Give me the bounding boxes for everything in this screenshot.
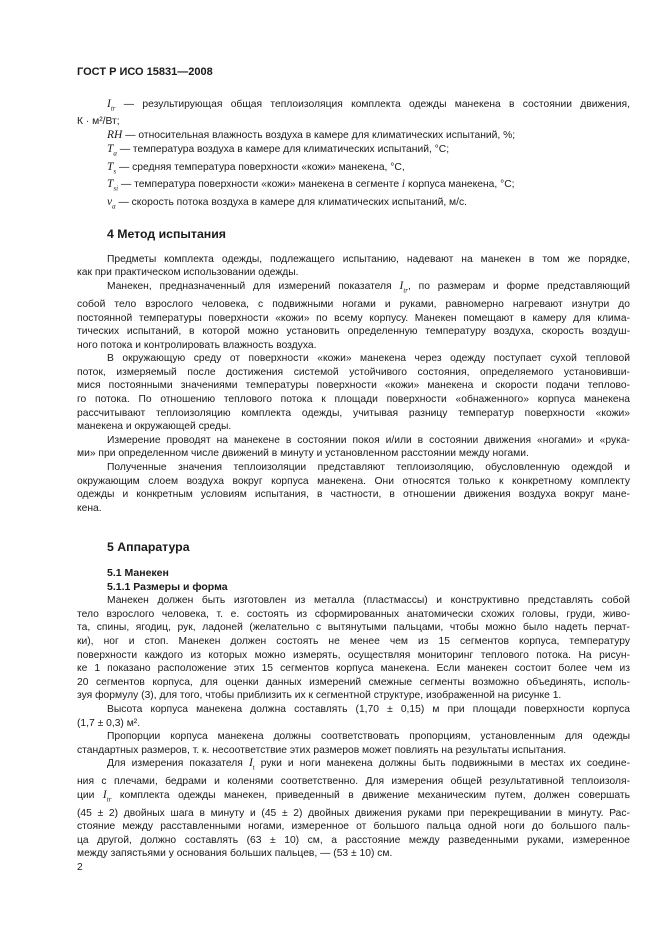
paragraph [77,730,630,757]
text-line: мися постоянными значениями температуры поверхности «кожи» манекена и скорости подачи теплово- [77,380,630,392]
text-line: $T_{si}$ — температура поверхности «кожи» манекена в сегменте i корпуса манекена, °С; [107,178,515,193]
paragraph [77,161,630,179]
document-page [77,66,630,861]
text-line: 20 сегментов корпуса, для оценки данных измерений смежные сегменты возможно объединять, исполь- [77,676,630,688]
page-number: 2 [77,862,83,873]
text-line: Пропорции корпуса манекена должны соответствовать пропорциям, установленным для одежды [107,731,630,743]
text-line: одежды и конкретным условиям испытания, в частности, в отношении движения воздуха вокруг мане- [77,489,630,501]
text-line: К · м²/Вт; [77,116,120,128]
math-symbol: $I_{tr}$ [102,788,112,804]
paragraph [77,196,630,214]
text-line: RH — относительная влажность воздуха в камере для климатических испытаний, %; [107,129,516,142]
paragraph [77,129,630,143]
paragraph [77,434,630,461]
text-line: манекена и окружающей среды. [77,421,232,433]
text-line: $v_a$ — скорость потока воздуха в камере для климатических испытаний, м/с. [107,196,467,211]
math-symbol: $I_{tr}$ [399,280,408,295]
text-line: Предметы комплекта одежды, подлежащего испытанию, надевают на манекен в том же порядке, [107,253,630,265]
text-line: поверхности каждого из которых можно измерять, осуществляя мониторинг теплового потока. На рисун- [77,649,630,661]
text-line: $T_s$ — средняя температура поверхности «кожи» манекена, °С, [107,160,405,175]
text-line: (45 ± 2) двойных шага в минуту и (45 ± 2) двойных движения руками при перекрещивании в минуту. Рас- [77,807,630,819]
text-line: $T_a$ — температура воздуха в камере для климатических испытаний, °С; [107,142,450,157]
text-line: та, спины, ягодиц, рук, ладоней (желательно с вытянутыми пальцами, чтобы можно было надеть перчат- [77,622,630,634]
text-line: между запястьями у основания больших пальцев, — (53 ± 10) см. [77,848,393,860]
paragraph [77,143,630,161]
paragraph [77,594,630,703]
text-line: ми» при определенном числе движений в минуту и установленном расстоянии между ногами. [77,448,529,460]
math-symbol: $I_{tr}$ [107,97,116,112]
math-symbol: $T_a$ [107,142,117,157]
paragraph [77,461,630,515]
text-line: го потока. По отношению теплового потока к площади поверхности «обнаженного» корпуса манекена [77,394,630,406]
math-symbol: $T_{si}$ [107,178,119,193]
document-header: ГОСТ Р ИСО 15831—2008 [77,66,213,78]
text-line: ца другой, должно составлять (63 ± 10) см, а расстояние между разведенными руками, измеренное [77,834,630,846]
text-line: $I_{tr}$ — результирующая общая теплоизоляция комплекта одежды манекена в состоянии движения, [107,97,630,112]
paragraph [77,280,630,352]
text-line: рассчитывают теплоизоляцию комплекта одежды, учитывая разницу температур поверхности «кожи» [77,407,630,419]
text-line: Манекен должен быть изготовлен из металла (пластмассы) и конструктивно представлять собой [107,595,630,607]
math-symbol: $I_t$ [248,757,255,772]
section-5-body [77,594,630,861]
subsection-5-1-1-heading: 5.1.1 Размеры и форма [107,580,228,593]
text-line: Высота корпуса манекена должна составлять (1,70 ± 0,15) м при площади поверхности корпуса [107,703,630,715]
text-line: поток, измеряемый после достижения системой устойчивого состояния, определяемого установивши- [77,366,630,378]
paragraph [77,178,630,196]
paragraph [77,703,630,730]
paragraph [77,253,630,280]
text-line: кена. [77,502,102,514]
text-line: как при практическом использовании одежды. [77,267,299,279]
symbol-definitions [77,98,630,215]
text-line: зуя формулу (3), для того, чтобы приблизить их к сегментной структуре, изображенной на рисунке 1. [77,690,562,702]
text-line: Полученные значения теплоизоляции представляют теплоизоляцию, обусловленную одеждой и [107,462,630,474]
paragraph [77,757,630,861]
paragraph [77,98,630,129]
math-symbol: $v_a$ [107,196,116,211]
paragraph [77,352,630,434]
subsection-5-1-heading: 5.1 Манекен [107,567,169,579]
text-line: окружающим слоем воздуха вокруг корпуса манекена. Они относятся только к конкретному комплекту [77,475,630,487]
text-line: ке 1 показано расположение этих 15 сегментов корпуса манекена. Если манекен состоит более чем из [77,663,630,675]
section-5-heading: 5 Аппаратура [107,540,190,555]
text-line: стояние между расставленными ногами, измеренное от большого пальца одной ноги до большого паль- [77,821,630,833]
text-line: Для измерения показателя $I_t$ руки и ноги манекена должны быть подвижными в местах их соедине- [107,757,630,772]
section-4-body [77,253,630,516]
math-symbol: $T_s$ [107,160,117,175]
section-4-heading: 4 Метод испытания [107,227,226,242]
text-line: ного потока и контролировать влажность воздуха. [77,339,317,351]
text-line: ки), ног и стоп. Манекен должен состоять не менее чем из 15 сегментов корпуса, температуру [77,635,630,647]
text-line: ния с плечами, бедрами и коленями соответственно. Для измерения общей результативной теплоизоля- [77,776,630,788]
text-line: (1,7 ± 0,3) м². [77,717,141,729]
text-line: Манекен, предназначенный для измерений показателя $I_{tr}$, по размерам и форме представляющий [107,280,630,295]
text-line: ции $I_{tr}$ комплекта одежды манекен, приведенный в движение механическим путем, должен совершать [77,788,631,804]
text-line: тических испытаний, в которой можно установить определенную температуру воздуха, скорость воздуш- [77,326,630,338]
math-symbol: RH [107,129,123,142]
math-symbol: i [401,178,406,191]
text-line: постоянной температуры поверхности «кожи» по всему корпусу. Манекен помещают в камеру для клима- [77,312,630,324]
text-line: стандартных размеров, т. к. несоответствие этих размеров может повлиять на результаты испытания. [77,744,567,756]
text-line: В окружающую среду от поверхности «кожи» манекена через одежду поступает сухой тепловой [107,353,630,365]
text-line: собой тело взрослого человека, с подвижными ногами и руками, равномерно нагревают изнутри до [77,298,630,310]
text-line: тело взрослого человека, т. е. состоять из сформированных анатомически схожих головы, груди, живо- [77,608,630,620]
text-line: Измерение проводят на манекене в состоянии покоя и/или в состоянии движения «ногами» и «рука- [107,434,630,446]
